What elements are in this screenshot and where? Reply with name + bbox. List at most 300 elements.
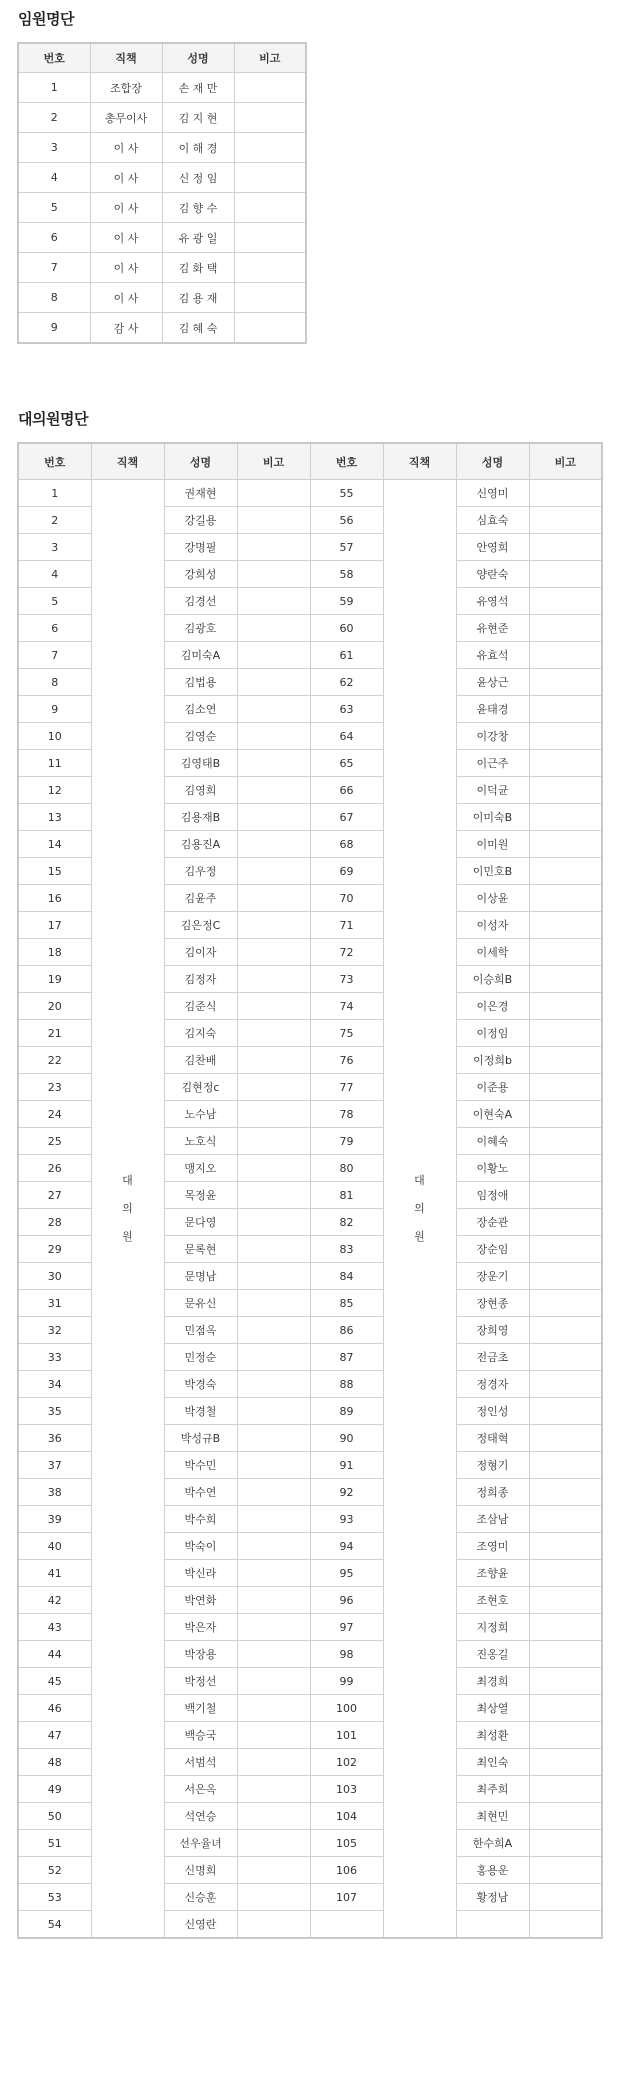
name-cell: 김이자 — [164, 939, 237, 966]
remarks-cell — [529, 912, 602, 939]
header-number: 번호 — [18, 43, 90, 73]
number-cell: 26 — [18, 1155, 91, 1182]
remarks-cell — [237, 804, 310, 831]
name-cell: 서은옥 — [164, 1776, 237, 1803]
name-cell: 이세학 — [456, 939, 529, 966]
number-cell: 81 — [310, 1182, 383, 1209]
remarks-cell — [237, 1371, 310, 1398]
name-cell: 정인성 — [456, 1398, 529, 1425]
remarks-cell — [529, 1371, 602, 1398]
number-cell: 48 — [18, 1749, 91, 1776]
remarks-cell — [234, 73, 306, 103]
number-cell: 29 — [18, 1236, 91, 1263]
position-cell — [383, 480, 456, 1939]
name-cell: 이강창 — [456, 723, 529, 750]
number-cell: 69 — [310, 858, 383, 885]
name-cell: 민정순 — [164, 1344, 237, 1371]
header-remarks: 비고 — [237, 443, 310, 480]
number-cell: 97 — [310, 1614, 383, 1641]
table-row — [18, 223, 306, 253]
remarks-cell — [529, 966, 602, 993]
name-cell: 박정선 — [164, 1668, 237, 1695]
name-cell: 장순관 — [456, 1209, 529, 1236]
remarks-cell — [529, 615, 602, 642]
remarks-cell — [529, 1236, 602, 1263]
number-cell: 74 — [310, 993, 383, 1020]
number-cell: 47 — [18, 1722, 91, 1749]
name-cell: 최상열 — [456, 1695, 529, 1722]
remarks-cell — [237, 1911, 310, 1939]
number-cell: 12 — [18, 777, 91, 804]
remarks-cell — [234, 313, 306, 344]
position-char: 대 — [122, 1173, 133, 1187]
name-cell: 최인숙 — [456, 1749, 529, 1776]
number-cell: 64 — [310, 723, 383, 750]
remarks-cell — [237, 1425, 310, 1452]
remarks-cell — [234, 163, 306, 193]
name-cell: 문명남 — [164, 1263, 237, 1290]
remarks-cell — [529, 858, 602, 885]
number-cell: 107 — [310, 1884, 383, 1911]
remarks-cell — [237, 966, 310, 993]
remarks-cell — [529, 831, 602, 858]
remarks-cell — [237, 1803, 310, 1830]
remarks-cell — [237, 1776, 310, 1803]
remarks-cell — [529, 1479, 602, 1506]
position-cell: 이 사 — [90, 223, 162, 253]
number-cell: 88 — [310, 1371, 383, 1398]
number-cell: 86 — [310, 1317, 383, 1344]
number-cell: 6 — [18, 223, 90, 253]
number-cell — [310, 1911, 383, 1939]
name-cell: 노호식 — [164, 1128, 237, 1155]
remarks-cell — [529, 1128, 602, 1155]
remarks-cell — [529, 939, 602, 966]
name-cell: 목정윤 — [164, 1182, 237, 1209]
remarks-cell — [529, 1101, 602, 1128]
name-cell: 김현정c — [164, 1074, 237, 1101]
number-cell: 28 — [18, 1209, 91, 1236]
number-cell: 98 — [310, 1641, 383, 1668]
number-cell: 36 — [18, 1425, 91, 1452]
remarks-cell — [237, 1020, 310, 1047]
number-cell: 14 — [18, 831, 91, 858]
remarks-cell — [529, 1020, 602, 1047]
remarks-cell — [237, 1398, 310, 1425]
number-cell: 100 — [310, 1695, 383, 1722]
name-cell: 문다영 — [164, 1209, 237, 1236]
remarks-cell — [234, 133, 306, 163]
remarks-cell — [529, 1533, 602, 1560]
name-cell: 이정희b — [456, 1047, 529, 1074]
name-cell: 전금초 — [456, 1344, 529, 1371]
number-cell: 80 — [310, 1155, 383, 1182]
name-cell: 김 지 현 — [162, 103, 234, 133]
remarks-cell — [237, 1830, 310, 1857]
number-cell: 66 — [310, 777, 383, 804]
name-cell: 심효숙 — [456, 507, 529, 534]
number-cell: 84 — [310, 1263, 383, 1290]
number-cell: 8 — [18, 283, 90, 313]
number-cell: 9 — [18, 313, 90, 344]
remarks-cell — [237, 1884, 310, 1911]
officers-header-row — [18, 43, 306, 73]
remarks-cell — [237, 912, 310, 939]
number-cell: 76 — [310, 1047, 383, 1074]
remarks-cell — [237, 1479, 310, 1506]
name-cell: 김광호 — [164, 615, 237, 642]
number-cell: 53 — [18, 1884, 91, 1911]
position-cell: 이 사 — [90, 283, 162, 313]
table-row — [18, 253, 306, 283]
remarks-cell — [529, 1641, 602, 1668]
number-cell: 57 — [310, 534, 383, 561]
number-cell: 34 — [18, 1371, 91, 1398]
name-cell: 민점옥 — [164, 1317, 237, 1344]
number-cell: 9 — [18, 696, 91, 723]
name-cell: 이은경 — [456, 993, 529, 1020]
remarks-cell — [529, 534, 602, 561]
number-cell: 3 — [18, 534, 91, 561]
remarks-cell — [529, 1857, 602, 1884]
number-cell: 18 — [18, 939, 91, 966]
remarks-cell — [237, 1290, 310, 1317]
number-cell: 5 — [18, 193, 90, 223]
number-cell: 54 — [18, 1911, 91, 1939]
name-cell: 최주희 — [456, 1776, 529, 1803]
name-cell: 석연승 — [164, 1803, 237, 1830]
remarks-cell — [529, 1776, 602, 1803]
name-cell: 강희성 — [164, 561, 237, 588]
name-cell: 정희종 — [456, 1479, 529, 1506]
number-cell: 101 — [310, 1722, 383, 1749]
remarks-cell — [529, 1884, 602, 1911]
remarks-cell — [529, 1803, 602, 1830]
number-cell: 92 — [310, 1479, 383, 1506]
number-cell: 51 — [18, 1830, 91, 1857]
number-cell: 79 — [310, 1128, 383, 1155]
name-cell: 박경철 — [164, 1398, 237, 1425]
number-cell: 63 — [310, 696, 383, 723]
name-cell: 박은자 — [164, 1614, 237, 1641]
number-cell: 104 — [310, 1803, 383, 1830]
name-cell: 신영란 — [164, 1911, 237, 1939]
number-cell: 62 — [310, 669, 383, 696]
remarks-cell — [529, 1074, 602, 1101]
name-cell: 박연화 — [164, 1587, 237, 1614]
number-cell: 31 — [18, 1290, 91, 1317]
number-cell: 67 — [310, 804, 383, 831]
remarks-cell — [237, 642, 310, 669]
name-cell: 박수연 — [164, 1479, 237, 1506]
remarks-cell — [529, 1506, 602, 1533]
remarks-cell — [234, 223, 306, 253]
name-cell: 이정임 — [456, 1020, 529, 1047]
remarks-cell — [529, 777, 602, 804]
remarks-cell — [237, 1317, 310, 1344]
position-cell: 이 사 — [90, 193, 162, 223]
number-cell: 24 — [18, 1101, 91, 1128]
number-cell: 61 — [310, 642, 383, 669]
remarks-cell — [237, 1722, 310, 1749]
number-cell: 6 — [18, 615, 91, 642]
officers-title: 임원명단 — [18, 10, 74, 28]
name-cell: 이성자 — [456, 912, 529, 939]
name-cell: 최경희 — [456, 1668, 529, 1695]
number-cell: 95 — [310, 1560, 383, 1587]
number-cell: 42 — [18, 1587, 91, 1614]
name-cell: 임정애 — [456, 1182, 529, 1209]
name-cell: 김경선 — [164, 588, 237, 615]
name-cell: 김윤주 — [164, 885, 237, 912]
remarks-cell — [237, 1614, 310, 1641]
remarks-cell — [529, 1182, 602, 1209]
name-cell: 조영미 — [456, 1533, 529, 1560]
name-cell: 선우율녀 — [164, 1830, 237, 1857]
remarks-cell — [529, 1722, 602, 1749]
number-cell: 55 — [310, 480, 383, 507]
name-cell: 이미원 — [456, 831, 529, 858]
number-cell: 4 — [18, 561, 91, 588]
remarks-cell — [237, 858, 310, 885]
remarks-cell — [529, 669, 602, 696]
number-cell: 106 — [310, 1857, 383, 1884]
position-char: 원 — [414, 1229, 425, 1243]
number-cell: 41 — [18, 1560, 91, 1587]
number-cell: 83 — [310, 1236, 383, 1263]
table-row — [18, 480, 602, 507]
name-cell: 진옹길 — [456, 1641, 529, 1668]
number-cell: 96 — [310, 1587, 383, 1614]
name-cell: 윤태경 — [456, 696, 529, 723]
name-cell: 강명필 — [164, 534, 237, 561]
number-cell: 5 — [18, 588, 91, 615]
remarks-cell — [529, 507, 602, 534]
header-number: 번호 — [310, 443, 383, 480]
name-cell: 김지숙 — [164, 1020, 237, 1047]
remarks-cell — [237, 561, 310, 588]
remarks-cell — [529, 1587, 602, 1614]
position-char: 대 — [414, 1173, 425, 1187]
number-cell: 25 — [18, 1128, 91, 1155]
remarks-cell — [529, 993, 602, 1020]
name-cell: 강길용 — [164, 507, 237, 534]
remarks-cell — [237, 669, 310, 696]
number-cell: 50 — [18, 1803, 91, 1830]
header-name: 성명 — [456, 443, 529, 480]
number-cell: 91 — [310, 1452, 383, 1479]
position-cell: 감 사 — [90, 313, 162, 344]
remarks-cell — [529, 642, 602, 669]
table-row — [18, 133, 306, 163]
number-cell: 85 — [310, 1290, 383, 1317]
remarks-cell — [237, 1587, 310, 1614]
name-cell: 이황노 — [456, 1155, 529, 1182]
name-cell: 이근주 — [456, 750, 529, 777]
name-cell: 김미숙A — [164, 642, 237, 669]
remarks-cell — [237, 1236, 310, 1263]
remarks-cell — [237, 939, 310, 966]
number-cell: 20 — [18, 993, 91, 1020]
remarks-cell — [234, 283, 306, 313]
number-cell: 11 — [18, 750, 91, 777]
number-cell: 82 — [310, 1209, 383, 1236]
number-cell: 32 — [18, 1317, 91, 1344]
name-cell: 김 혜 숙 — [162, 313, 234, 344]
number-cell: 30 — [18, 1263, 91, 1290]
remarks-cell — [237, 1506, 310, 1533]
position-cell: 총무이사 — [90, 103, 162, 133]
name-cell: 김우정 — [164, 858, 237, 885]
remarks-cell — [529, 750, 602, 777]
number-cell: 22 — [18, 1047, 91, 1074]
name-cell: 이승희B — [456, 966, 529, 993]
name-cell: 박신라 — [164, 1560, 237, 1587]
number-cell: 68 — [310, 831, 383, 858]
number-cell: 89 — [310, 1398, 383, 1425]
number-cell: 78 — [310, 1101, 383, 1128]
remarks-cell — [237, 1074, 310, 1101]
number-cell: 46 — [18, 1695, 91, 1722]
name-cell: 서범석 — [164, 1749, 237, 1776]
remarks-cell — [237, 1101, 310, 1128]
number-cell: 70 — [310, 885, 383, 912]
remarks-cell — [237, 1128, 310, 1155]
name-cell: 신명희 — [164, 1857, 237, 1884]
number-cell: 16 — [18, 885, 91, 912]
number-cell: 23 — [18, 1074, 91, 1101]
number-cell: 56 — [310, 507, 383, 534]
name-cell: 장희영 — [456, 1317, 529, 1344]
remarks-cell — [237, 831, 310, 858]
name-cell: 조현호 — [456, 1587, 529, 1614]
position-cell: 조합장 — [90, 73, 162, 103]
remarks-cell — [237, 1155, 310, 1182]
remarks-cell — [237, 1209, 310, 1236]
remarks-cell — [529, 885, 602, 912]
number-cell: 27 — [18, 1182, 91, 1209]
remarks-cell — [237, 1452, 310, 1479]
remarks-cell — [237, 615, 310, 642]
number-cell: 10 — [18, 723, 91, 750]
number-cell: 19 — [18, 966, 91, 993]
name-cell: 정경자 — [456, 1371, 529, 1398]
remarks-cell — [529, 1614, 602, 1641]
number-cell: 87 — [310, 1344, 383, 1371]
name-cell: 김용재B — [164, 804, 237, 831]
remarks-cell — [529, 561, 602, 588]
number-cell: 90 — [310, 1425, 383, 1452]
remarks-cell — [234, 253, 306, 283]
remarks-cell — [237, 1641, 310, 1668]
name-cell: 백기철 — [164, 1695, 237, 1722]
name-cell: 문록현 — [164, 1236, 237, 1263]
number-cell: 33 — [18, 1344, 91, 1371]
name-cell: 한수희A — [456, 1830, 529, 1857]
number-cell: 60 — [310, 615, 383, 642]
number-cell: 102 — [310, 1749, 383, 1776]
header-number: 번호 — [18, 443, 91, 480]
position-cell: 이 사 — [90, 133, 162, 163]
name-cell — [456, 1911, 529, 1939]
name-cell: 정태혁 — [456, 1425, 529, 1452]
name-cell: 노수남 — [164, 1101, 237, 1128]
number-cell: 7 — [18, 642, 91, 669]
remarks-cell — [237, 723, 310, 750]
number-cell: 35 — [18, 1398, 91, 1425]
name-cell: 신 정 임 — [162, 163, 234, 193]
remarks-cell — [237, 1047, 310, 1074]
number-cell: 99 — [310, 1668, 383, 1695]
name-cell: 김준식 — [164, 993, 237, 1020]
remarks-cell — [529, 1155, 602, 1182]
number-cell: 39 — [18, 1506, 91, 1533]
name-cell: 최성환 — [456, 1722, 529, 1749]
remarks-cell — [237, 1344, 310, 1371]
name-cell: 지정희 — [456, 1614, 529, 1641]
remarks-cell — [529, 1911, 602, 1939]
number-cell: 45 — [18, 1668, 91, 1695]
remarks-cell — [529, 1317, 602, 1344]
name-cell: 김법용 — [164, 669, 237, 696]
name-cell: 김영태B — [164, 750, 237, 777]
name-cell: 안영희 — [456, 534, 529, 561]
number-cell: 73 — [310, 966, 383, 993]
name-cell: 최현민 — [456, 1803, 529, 1830]
remarks-cell — [237, 993, 310, 1020]
remarks-cell — [529, 1668, 602, 1695]
name-cell: 김용진A — [164, 831, 237, 858]
remarks-cell — [234, 193, 306, 223]
remarks-cell — [237, 1533, 310, 1560]
remarks-cell — [529, 804, 602, 831]
name-cell: 유현준 — [456, 615, 529, 642]
table-row — [18, 163, 306, 193]
number-cell: 13 — [18, 804, 91, 831]
number-cell: 1 — [18, 480, 91, 507]
number-cell: 43 — [18, 1614, 91, 1641]
number-cell: 49 — [18, 1776, 91, 1803]
number-cell: 65 — [310, 750, 383, 777]
name-cell: 박숙이 — [164, 1533, 237, 1560]
number-cell: 2 — [18, 103, 90, 133]
remarks-cell — [529, 1290, 602, 1317]
position-char: 의 — [414, 1201, 425, 1215]
table-row — [18, 313, 306, 344]
remarks-cell — [237, 1749, 310, 1776]
remarks-cell — [529, 1749, 602, 1776]
number-cell: 58 — [310, 561, 383, 588]
remarks-cell — [237, 534, 310, 561]
remarks-cell — [234, 103, 306, 133]
name-cell: 김 향 수 — [162, 193, 234, 223]
name-cell: 김영순 — [164, 723, 237, 750]
name-cell: 박수희 — [164, 1506, 237, 1533]
name-cell: 정형기 — [456, 1452, 529, 1479]
name-cell: 유효석 — [456, 642, 529, 669]
name-cell: 맹지오 — [164, 1155, 237, 1182]
header-name: 성명 — [164, 443, 237, 480]
remarks-cell — [529, 480, 602, 507]
remarks-cell — [237, 1182, 310, 1209]
header-remarks: 비고 — [234, 43, 306, 73]
table-row — [18, 193, 306, 223]
name-cell: 이준용 — [456, 1074, 529, 1101]
name-cell: 유영석 — [456, 588, 529, 615]
remarks-cell — [529, 1695, 602, 1722]
number-cell: 40 — [18, 1533, 91, 1560]
table-row — [18, 283, 306, 313]
